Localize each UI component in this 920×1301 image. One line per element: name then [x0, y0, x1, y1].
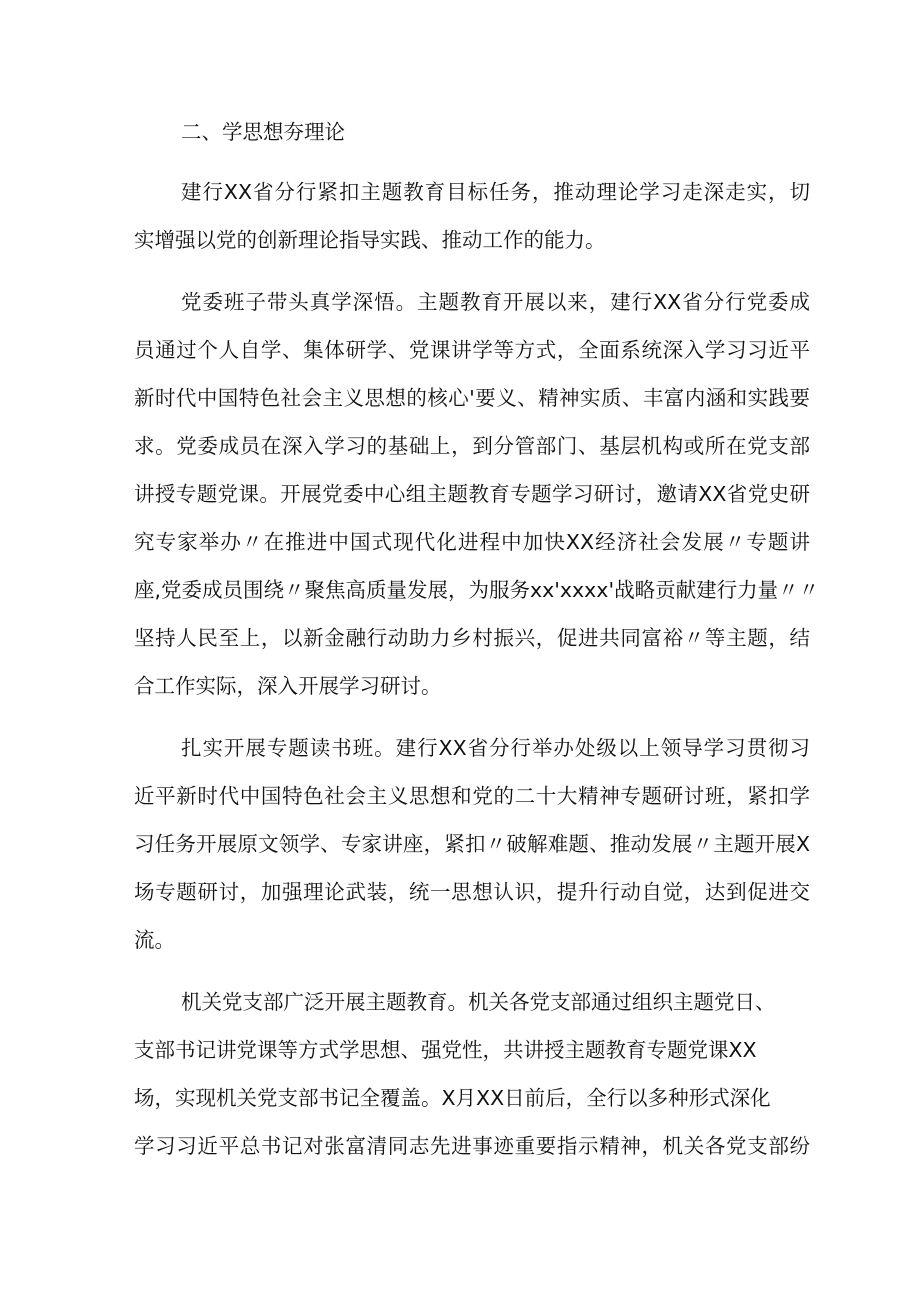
text-line: 究专家举办〃在推进中国式现代化进程中加快XX经济社会发展〃专题讲	[134, 530, 810, 554]
text-line: 机关党支部广泛开展主题教育。机关各党支部通过组织主题党日、	[181, 990, 776, 1014]
text-line: 场专题研讨，加强理论武装，统一思想认识，提升行动自觉，达到促进交	[134, 880, 810, 904]
text-line: 讲授专题党课。开展党委中心组主题教育专题学习研讨，邀请XX省党史研	[134, 482, 810, 506]
text-line: 新时代中国特色社会主义思想的核心'要义、精神实质、丰富内涵和实践要	[134, 386, 810, 410]
text-line: 座,党委成员围绕〃聚焦高质量发展，为服务xx'xxxx'战略贡献建行力量〃〃	[134, 578, 820, 602]
text-line: 员通过个人自学、集体研学、党课讲学等方式，全面系统深入学习习近平	[134, 338, 810, 362]
text-line: 扎实开展专题读书班。建行XX省分行举办处级以上领导学习贯彻习	[181, 736, 810, 760]
text-line: 近平新时代中国特色社会主义思想和党的二十大精神专题研讨班，紧扣学	[134, 784, 810, 808]
paragraph-2	[134, 278, 820, 710]
text-line: 合工作实际，深入开展学习研讨。	[134, 674, 442, 698]
paragraph-3	[134, 724, 810, 964]
paragraph-4	[134, 978, 810, 1170]
text-line: 流。	[134, 928, 175, 952]
text-line: 习任务开展原文领学、专家讲座，紧扣〃破解难题、推动发展〃主题开展X	[134, 832, 810, 856]
text-line: 支部书记讲党课等方式学思想、强党性，共讲授主题教育专题党课XX	[134, 1038, 757, 1062]
text-line: 求。党委成员在深入学习的基础上，到分管部门、基层机构或所在党支部	[134, 434, 810, 458]
text-line: 实增强以党的创新理论指导实践、推动工作的能力。	[134, 228, 606, 252]
text-line: 学习习近平总书记对张富清同志先进事迹重要指示精神，机关各党支部纷	[134, 1134, 810, 1158]
text-line: 党委班子带头真学深悟。主题教育开展以来，建行XX省分行党委成	[181, 290, 810, 314]
text-line: 坚持人民至上，以新金融行动助力乡村振兴，促进共同富裕〃等主题，结	[134, 626, 810, 650]
document-page	[134, 108, 820, 1170]
section-heading: 二、学思想夯理论	[181, 120, 345, 144]
text-line: 场，实现机关党支部书记全覆盖。X月XX日前后，全行以多种形式深化	[134, 1086, 771, 1110]
paragraph-1	[134, 168, 810, 264]
text-line: 建行XX省分行紧扣主题教育目标任务，推动理论学习走深走实，切	[181, 180, 810, 204]
